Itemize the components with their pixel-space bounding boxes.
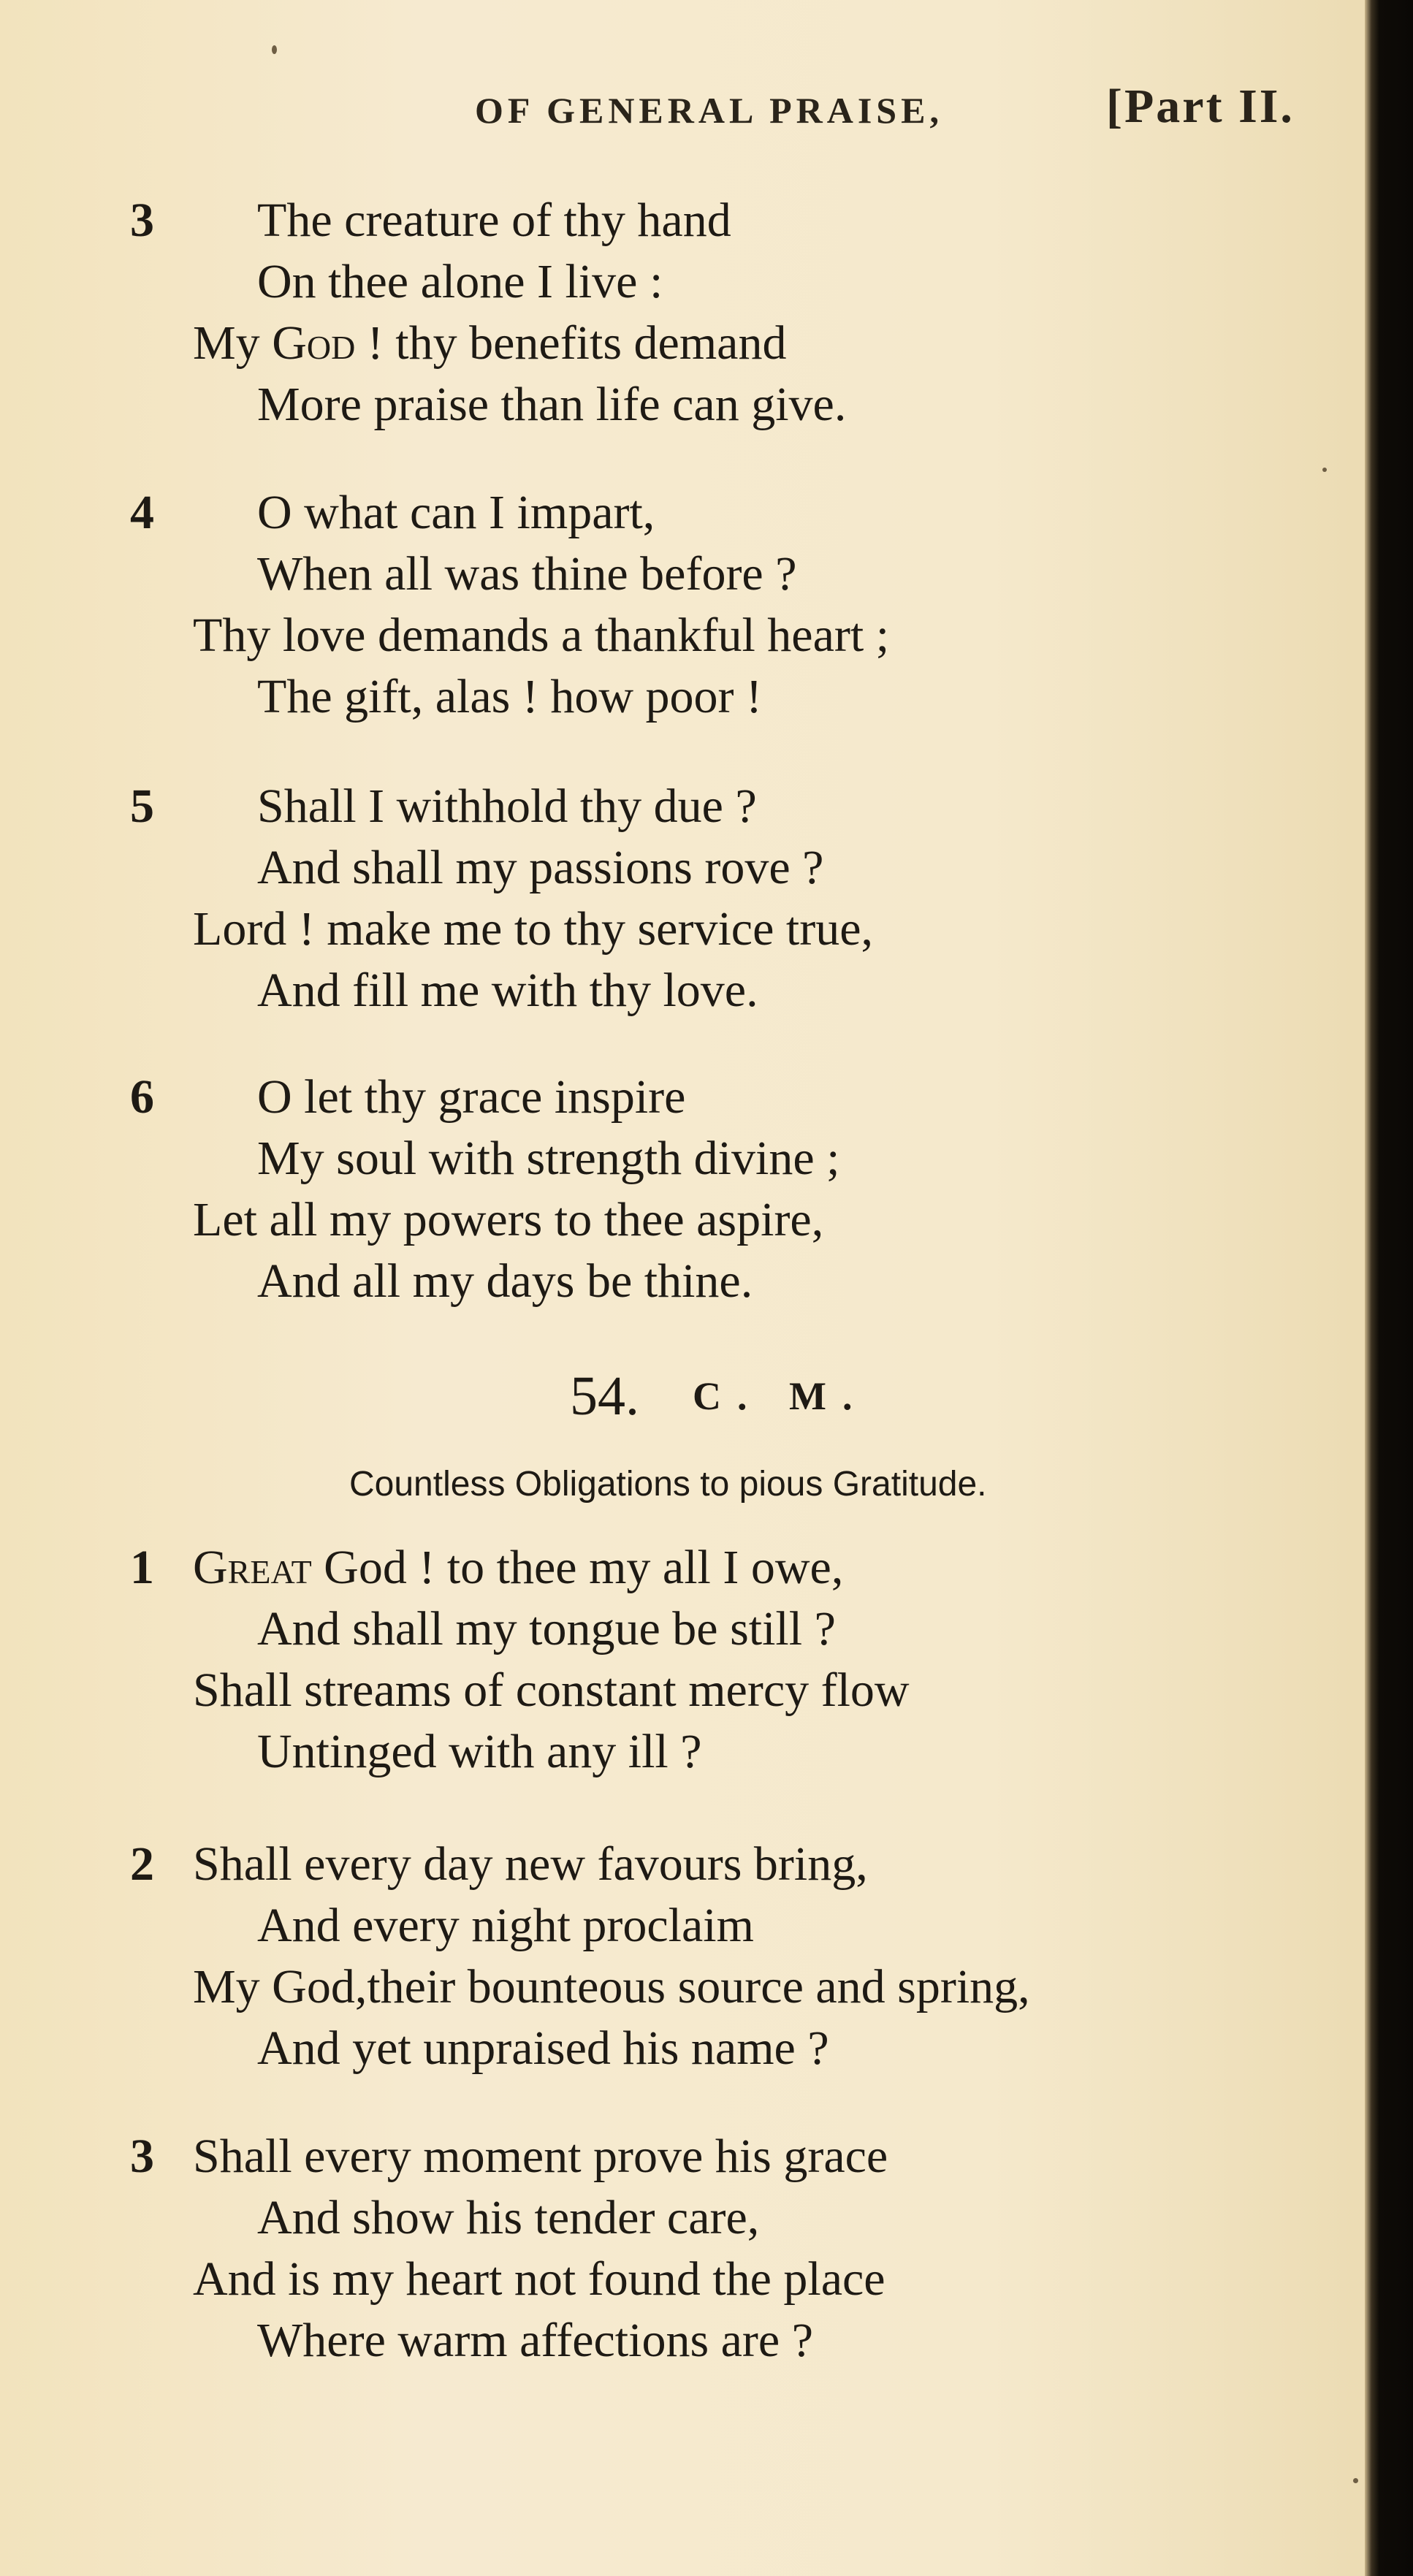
ink-speck: [1353, 2478, 1358, 2483]
hymn-subtitle: Countless Obligations to pious Gratitude.: [349, 1465, 987, 1504]
verse-line: The creature of thy hand: [257, 194, 731, 247]
page-edge-shadow: [1365, 0, 1413, 2576]
verse-line: Thy love demands a thankful heart ;: [193, 609, 890, 662]
stanza-number: 2: [130, 1837, 154, 1891]
stanza-number: 3: [130, 194, 154, 247]
verse-line: And is my heart not found the place: [193, 2252, 885, 2306]
stanza-number: 6: [130, 1070, 154, 1124]
stanza-number: 1: [130, 1541, 154, 1594]
verse-line: And fill me with thy love.: [257, 964, 758, 1017]
verse-line: And shall my tongue be still ?: [257, 1602, 836, 1655]
verse-line: And yet unpraised his name ?: [257, 2021, 829, 2075]
ink-speck: [272, 45, 277, 54]
hymn-heading: [0, 1365, 1359, 1430]
verse-line: And show his tender care,: [257, 2191, 760, 2244]
verse-line: My God ! thy benefits demand: [193, 316, 787, 370]
header-title: OF GENERAL PRAISE,: [475, 90, 943, 131]
verse-line: Untinged with any ill ?: [257, 1725, 702, 1778]
stanza-number: 3: [130, 2130, 154, 2183]
verse-line: More praise than life can give.: [257, 378, 847, 431]
stanza-number: 4: [130, 486, 154, 539]
verse-line: Where warm affections are ?: [257, 2314, 813, 2367]
header-part-label: [Part II.: [1106, 80, 1295, 133]
verse-line: When all was thine before ?: [257, 547, 797, 601]
verse-line: My soul with strength divine ;: [257, 1132, 840, 1185]
stanza-number: 5: [130, 780, 154, 833]
verse-line: Shall every day new favours bring,: [193, 1837, 868, 1891]
ink-speck: [1322, 468, 1327, 472]
verse-line: Shall streams of constant mercy flow: [193, 1664, 910, 1717]
verse-line: Shall I withhold thy due ?: [257, 780, 757, 833]
verse-line: And every night proclaim: [257, 1899, 754, 1952]
verse-line: O what can I impart,: [257, 486, 655, 539]
hymn-meter: C. M.: [693, 1374, 869, 1418]
running-header: [0, 79, 1413, 145]
verse-line: The gift, alas ! how poor !: [257, 670, 762, 723]
verse-line: Lord ! make me to thy service true,: [193, 902, 873, 956]
verse-line: And all my days be thine.: [257, 1254, 753, 1308]
verse-line: O let thy grace inspire: [257, 1070, 686, 1124]
verse-line: My God,their bounteous source and spring,: [193, 1960, 1030, 2013]
verse-line: Shall every moment prove his grace: [193, 2130, 888, 2183]
verse-line: On thee alone I live :: [257, 255, 663, 308]
verse-line: And shall my passions rove ?: [257, 841, 824, 894]
verse-line: Let all my powers to thee aspire,: [193, 1193, 824, 1246]
verse-line: Great God ! to thee my all I owe,: [193, 1541, 844, 1594]
hymn-number: 54.: [570, 1365, 639, 1427]
